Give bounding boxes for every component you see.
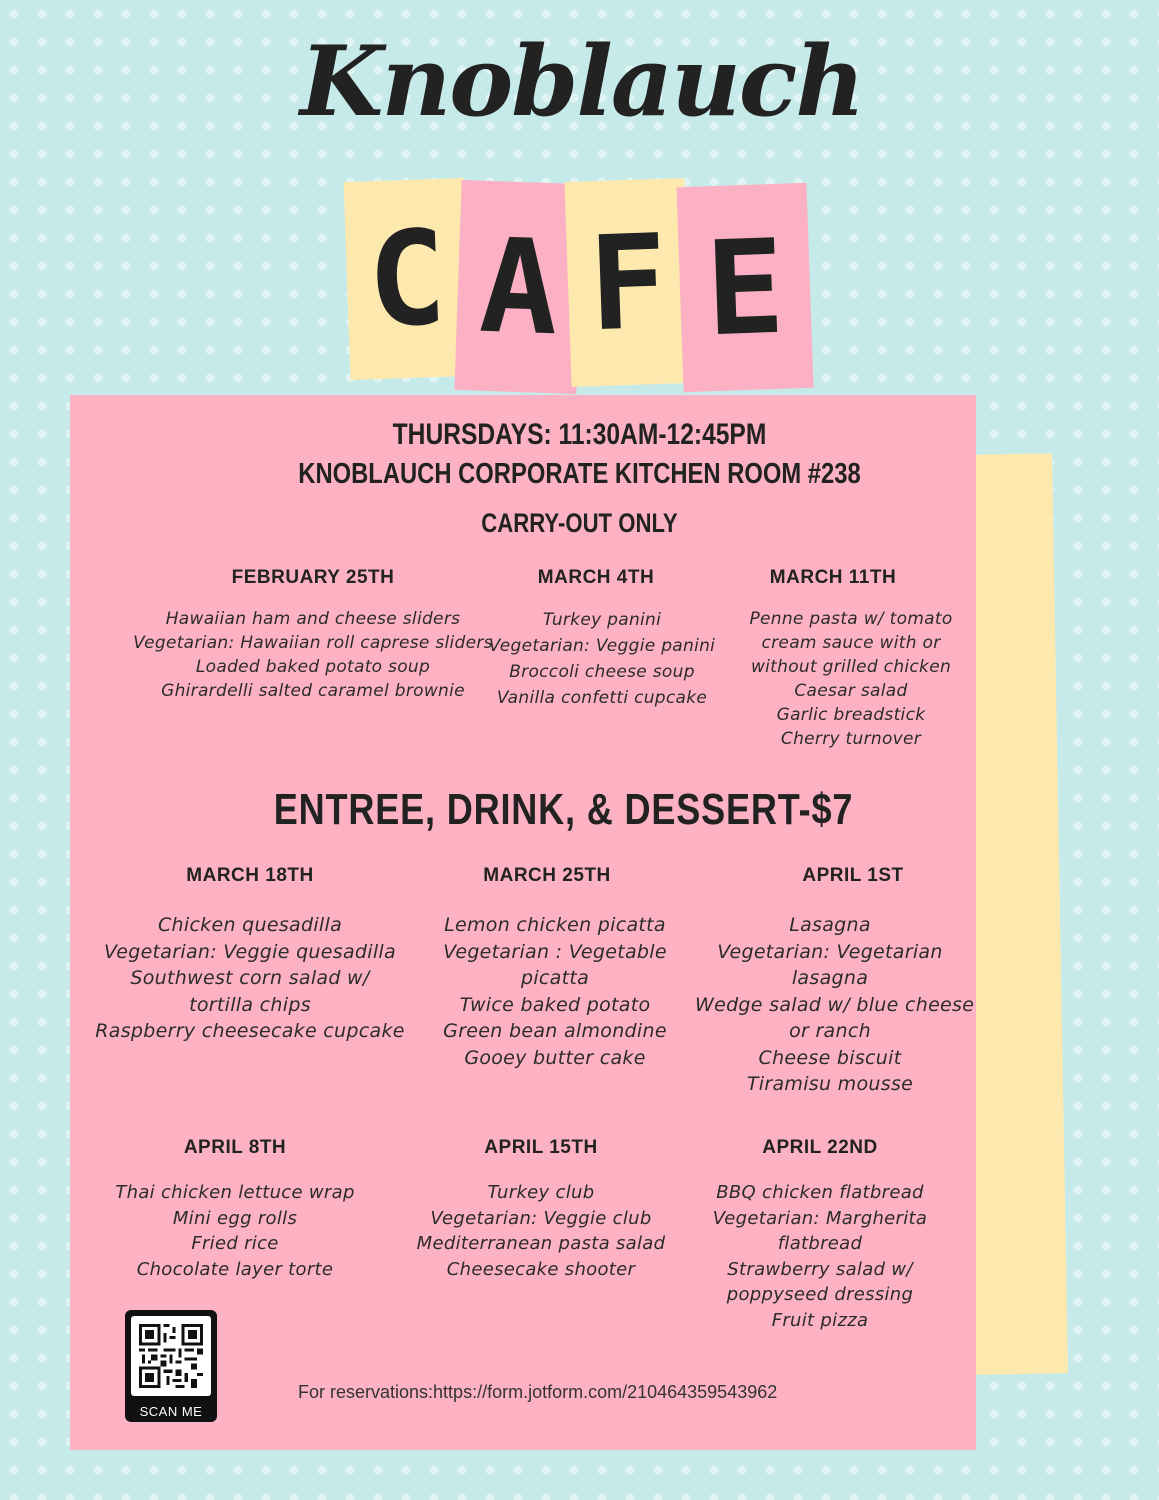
reservation-link[interactable]: For reservations:https://form.jotform.com/210464359543962 (298, 1382, 778, 1402)
scan-me-label: SCAN ME (139, 1404, 203, 1419)
carryout-heading: CARRY-OUT ONLY (481, 508, 678, 538)
menu-apr-1: Lasagna Vegetarian: Vegetarian lasagna Wedge salad w/ blue cheese or ranch Cheese biscuit Tiramisu mousse (695, 914, 975, 1095)
qr-code-icon (139, 1324, 203, 1388)
menu-apr-8: Thai chicken lettuce wrap Mini egg rolls Fried rice Chocolate layer torte (115, 1182, 355, 1280)
menu-mar-11: Penne pasta w/ tomato cream sauce with or without grilled chicken Caesar salad Garlic breadstick Cherry turnover (749, 609, 953, 749)
menu-mar-4: Turkey panini Vegetarian: Veggie panini Broccoli cheese soup Vanilla confetti cupcake (488, 610, 716, 708)
menu-mar-18: Chicken quesadilla Vegetarian: Veggie quesadilla Southwest corn salad w/ tortilla chips Raspberry cheesecake cupcake (95, 914, 405, 1042)
date-apr-1: APRIL 1ST (802, 865, 904, 886)
date-apr-22: APRIL 22ND (762, 1137, 878, 1158)
price-banner: ENTREE, DRINK, & DESSERT-$7 (273, 785, 854, 834)
date-apr-8: APRIL 8TH (183, 1137, 287, 1158)
location-heading: KNOBLAUCH CORPORATE KITCHEN ROOM #238 (298, 458, 861, 490)
menu-mar-25: Lemon chicken picatta Vegetarian : Vegetable picatta Twice baked potato Green bean almondine Gooey butter cake (443, 914, 667, 1069)
cafe-script-title: Knoblauch (300, 25, 864, 138)
tile-c: C (344, 178, 471, 380)
tile-e: E (676, 183, 813, 392)
menu-feb-25: Hawaiian ham and cheese sliders Vegetarian: Hawaiian roll caprese sliders Loaded baked potato soup Ghirardelli salted caramel brownie (133, 609, 493, 701)
tile-a: A (454, 180, 583, 394)
date-mar-25: MARCH 25TH (483, 865, 611, 886)
date-mar-4: MARCH 4TH (537, 567, 655, 588)
menu-apr-15: Turkey club Vegetarian: Veggie club Mediterranean pasta salad Cheesecake shooter (416, 1182, 666, 1280)
qr-code-badge[interactable] (125, 1310, 217, 1422)
tile-f: F (564, 178, 691, 387)
date-mar-11: MARCH 11TH (769, 567, 897, 588)
date-mar-18: MARCH 18TH (186, 865, 314, 886)
date-feb-25: FEBRUARY 25TH (231, 567, 395, 588)
menu-apr-22: BBQ chicken flatbread Vegetarian: Margherita flatbread Strawberry salad w/ poppyseed dressing Fruit pizza (712, 1182, 928, 1331)
hours-heading: THURSDAYS: 11:30AM-12:45PM (392, 418, 767, 451)
date-apr-15: APRIL 15TH (484, 1137, 598, 1158)
